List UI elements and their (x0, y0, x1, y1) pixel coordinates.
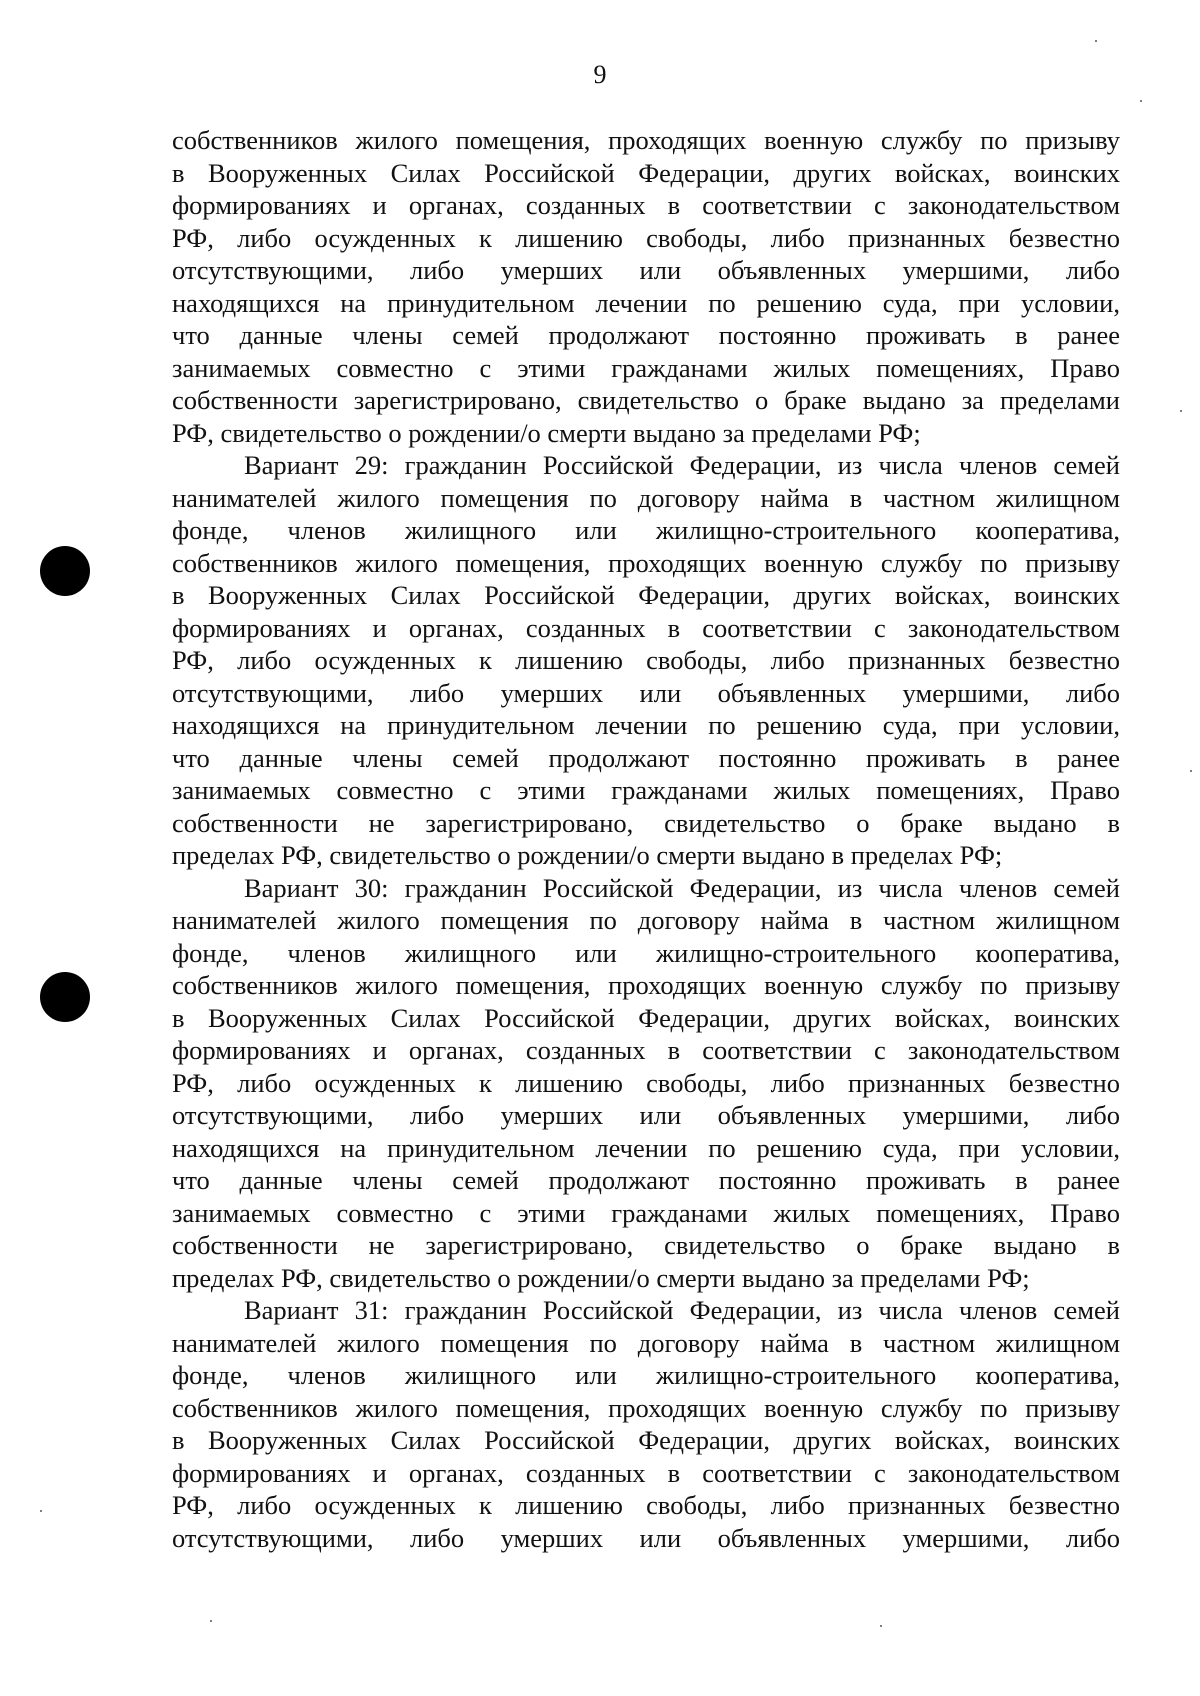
scan-speck (210, 1620, 212, 1622)
text-line: формированиях и органах, созданных в соответствии с законодательством (172, 612, 1120, 643)
text-line: в Вооруженных Силах Российской Федерации, других войсках, воинских (172, 1425, 1120, 1455)
text-line: собственников жилого помещения, проходящих военную службу по призыву (172, 125, 1120, 155)
text-line: собственности не зарегистрировано, свидетельство о браке выдано в (172, 1230, 1120, 1260)
text-line: РФ, либо осужденных к лишению свободы, либо признанных безвестно (172, 1067, 1120, 1098)
text-line: формированиях и органах, созданных в соответствии с законодательством (172, 1457, 1120, 1488)
text-line: нанимателей жилого помещения по договору найма в частном жилищном (172, 482, 1120, 513)
text-line: занимаемых совместно с этими гражданами жилых помещениях, Право (172, 1197, 1120, 1228)
text-line: что данные члены семей продолжают постоянно проживать в ранее (172, 1165, 1120, 1195)
page-number: 9 (593, 60, 607, 89)
text-line: в Вооруженных Силах Российской Федерации, других войсках, воинских (172, 580, 1120, 610)
paragraph-continuation (172, 124, 1120, 449)
text-line: РФ, либо осужденных к лишению свободы, либо признанных безвестно (172, 1490, 1120, 1520)
text-line: Вариант 31: гражданин Российской Федерации, из числа членов семей (244, 1295, 1120, 1325)
text-line: отсутствующими, либо умерших или объявленных умершими, либо (172, 1100, 1120, 1130)
paragraph-variant-29 (172, 449, 1120, 872)
punch-hole-bottom (40, 972, 90, 1022)
text-line: отсутствующими, либо умерших или объявленных умершими, либо (172, 1522, 1120, 1553)
scan-speck (880, 1625, 882, 1627)
scan-speck (1095, 40, 1097, 42)
text-line: отсутствующими, либо умерших или объявленных умершими, либо (172, 677, 1120, 708)
paragraph-variant-31 (172, 1294, 1120, 1554)
text-line: собственников жилого помещения, проходящих военную службу по призыву (172, 547, 1120, 578)
text-line: находящихся на принудительном лечении по решению суда, при условии, (172, 287, 1120, 318)
text-line: РФ, либо осужденных к лишению свободы, либо признанных безвестно (172, 645, 1120, 675)
text-line: отсутствующими, либо умерших или объявленных умершими, либо (172, 255, 1120, 285)
text-line: Вариант 29: гражданин Российской Федерации, из числа членов семей (244, 450, 1120, 480)
scan-speck (1190, 770, 1192, 772)
text-line: фонде, членов жилищного или жилищно-строительного кооператива, (172, 515, 1120, 545)
text-line: в Вооруженных Силах Российской Федерации, других войсках, воинских (172, 1002, 1120, 1033)
scan-speck (1180, 410, 1182, 412)
scan-speck (40, 1510, 42, 1512)
text-line: собственников жилого помещения, проходящих военную службу по призыву (172, 1392, 1120, 1423)
paragraph-variant-30 (172, 872, 1120, 1295)
scan-speck (1140, 100, 1142, 102)
text-line: пределах РФ, свидетельство о рождении/о смерти выдано в пределах РФ; (172, 840, 1003, 870)
text-line: формированиях и органах, созданных в соответствии с законодательством (172, 190, 1120, 220)
text-line: собственности не зарегистрировано, свидетельство о браке выдано в (172, 807, 1120, 838)
punch-hole-top (40, 546, 90, 596)
text-line: фонде, членов жилищного или жилищно-строительного кооператива, (172, 1360, 1120, 1390)
document-body (172, 124, 1120, 1554)
text-line: фонде, членов жилищного или жилищно-строительного кооператива, (172, 937, 1120, 968)
text-line: Вариант 30: гражданин Российской Федерации, из числа членов семей (244, 872, 1120, 903)
text-line: собственности зарегистрировано, свидетельство о браке выдано за пределами (172, 385, 1120, 415)
text-line: формированиях и органах, созданных в соответствии с законодательством (172, 1035, 1120, 1065)
text-line: что данные члены семей продолжают постоянно проживать в ранее (172, 742, 1120, 773)
text-line: занимаемых совместно с этими гражданами жилых помещениях, Право (172, 352, 1120, 383)
text-line: нанимателей жилого помещения по договору найма в частном жилищном (172, 1327, 1120, 1358)
text-line: пределах РФ, свидетельство о рождении/о смерти выдано за пределами РФ; (172, 1262, 1030, 1293)
text-line: занимаемых совместно с этими гражданами жилых помещениях, Право (172, 775, 1120, 805)
text-line: нанимателей жилого помещения по договору найма в частном жилищном (172, 905, 1120, 935)
text-line: собственников жилого помещения, проходящих военную службу по призыву (172, 970, 1120, 1000)
text-line: что данные члены семей продолжают постоянно проживать в ранее (172, 320, 1120, 350)
text-line: в Вооруженных Силах Российской Федерации, других войсках, воинских (172, 157, 1120, 188)
text-line: РФ, свидетельство о рождении/о смерти выдано за пределами РФ; (172, 417, 921, 448)
text-line: находящихся на принудительном лечении по решению суда, при условии, (172, 1132, 1120, 1163)
text-line: РФ, либо осужденных к лишению свободы, либо признанных безвестно (172, 222, 1120, 253)
text-line: находящихся на принудительном лечении по решению суда, при условии, (172, 710, 1120, 740)
